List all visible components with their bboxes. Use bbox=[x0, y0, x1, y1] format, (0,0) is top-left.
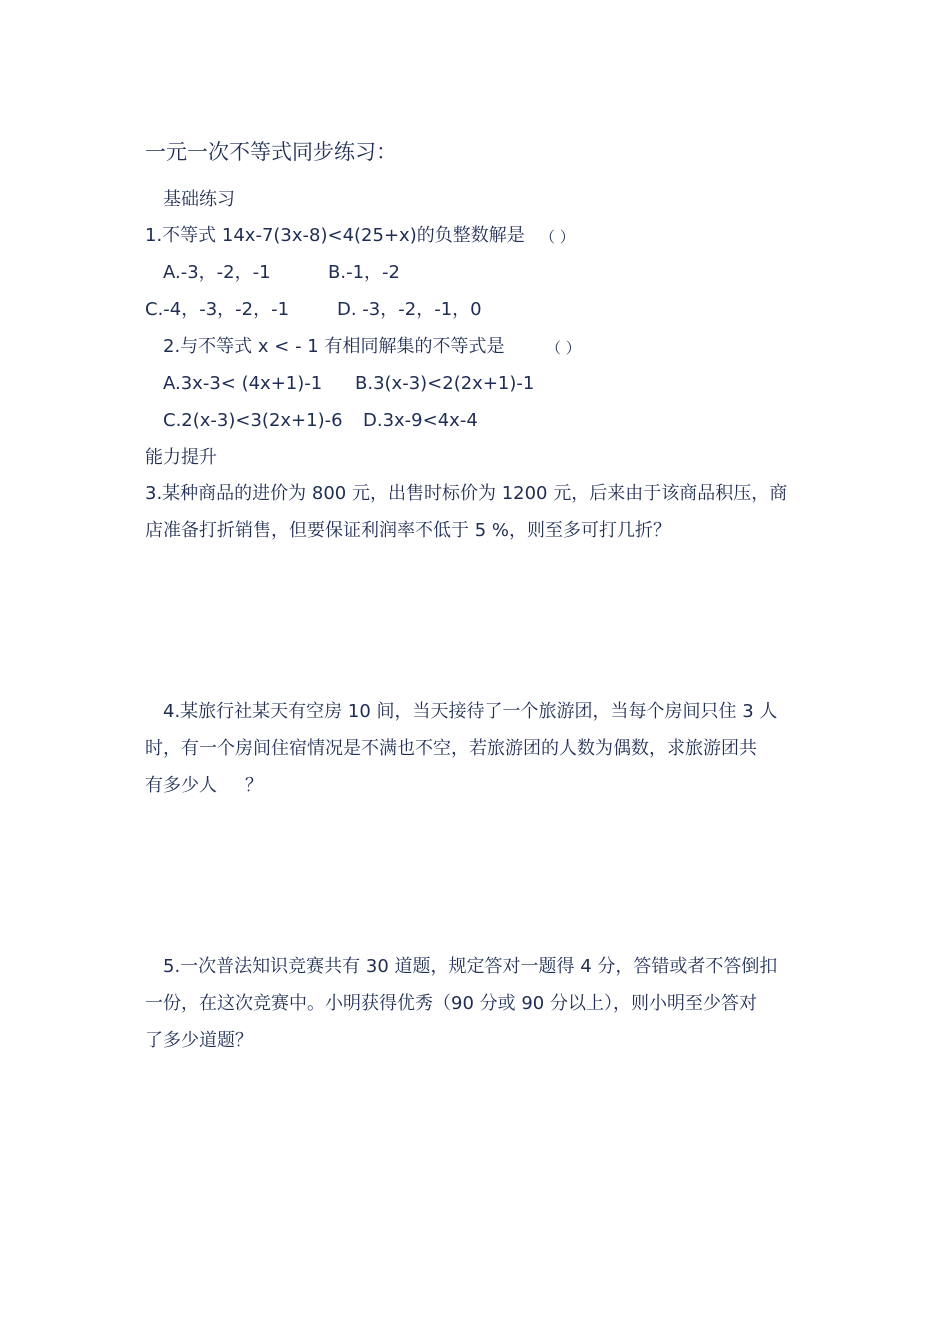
q4-line-2: 时，有一个房间住宿情况是不满也不空，若旅游团的人数为偶数，求旅游团共 bbox=[145, 738, 757, 759]
section-advanced-heading: 能力提升 bbox=[145, 447, 217, 468]
q3-line-2: 店准备打折销售，但要保证利润率不低于 5 %，则至多可打几折？ bbox=[145, 520, 671, 541]
q3-line-1: 3.某种商品的进价为 800 元，出售时标价为 1200 元，后来由于该商品积压，商 bbox=[145, 483, 788, 504]
q2-answer-paren: （ ） bbox=[546, 339, 581, 357]
q5-line-2: 一份，在这次竞赛中。小明获得优秀（90 分或 90 分以上），则小明至少答对 bbox=[145, 993, 757, 1014]
page-title: 一元一次不等式同步练习： bbox=[145, 140, 397, 164]
q2-option-b: B.3(x-3)<2(2x+1)-1 bbox=[355, 373, 535, 394]
q2-option-c: C.2(x-3)<3(2x+1)-6 bbox=[163, 410, 343, 431]
q1-answer-paren: （ ） bbox=[540, 228, 575, 246]
q4-line-1: 4.某旅行社某天有空房 10 间，当天接待了一个旅游团，当每个房间只住 3 人 bbox=[163, 701, 778, 722]
q4-question-mark: ？ bbox=[245, 775, 263, 796]
q1-option-a: A.-3，-2，-1 bbox=[163, 262, 271, 283]
q5-line-1: 5.一次普法知识竞赛共有 30 道题，规定答对一题得 4 分，答错或者不答倒扣 bbox=[163, 956, 778, 977]
q1-option-b: B.-1，-2 bbox=[328, 262, 400, 283]
q1-stem: 1.不等式 14x-7(3x-8)<4(25+x)的负整数解是 bbox=[145, 225, 525, 246]
q1-option-d: D. -3，-2，-1，0 bbox=[337, 299, 482, 320]
q1-option-c: C.-4，-3，-2，-1 bbox=[145, 299, 290, 320]
q2-stem: 2.与不等式 x < - 1 有相同解集的不等式是 bbox=[163, 336, 505, 357]
q2-option-d: D.3x-9<4x-4 bbox=[363, 410, 478, 431]
q5-line-3: 了多少道题？ bbox=[145, 1030, 253, 1051]
section-basic-heading: 基础练习 bbox=[163, 189, 235, 210]
q4-line-3: 有多少人 bbox=[145, 775, 217, 796]
q2-option-a: A.3x-3< (4x+1)-1 bbox=[163, 373, 323, 394]
